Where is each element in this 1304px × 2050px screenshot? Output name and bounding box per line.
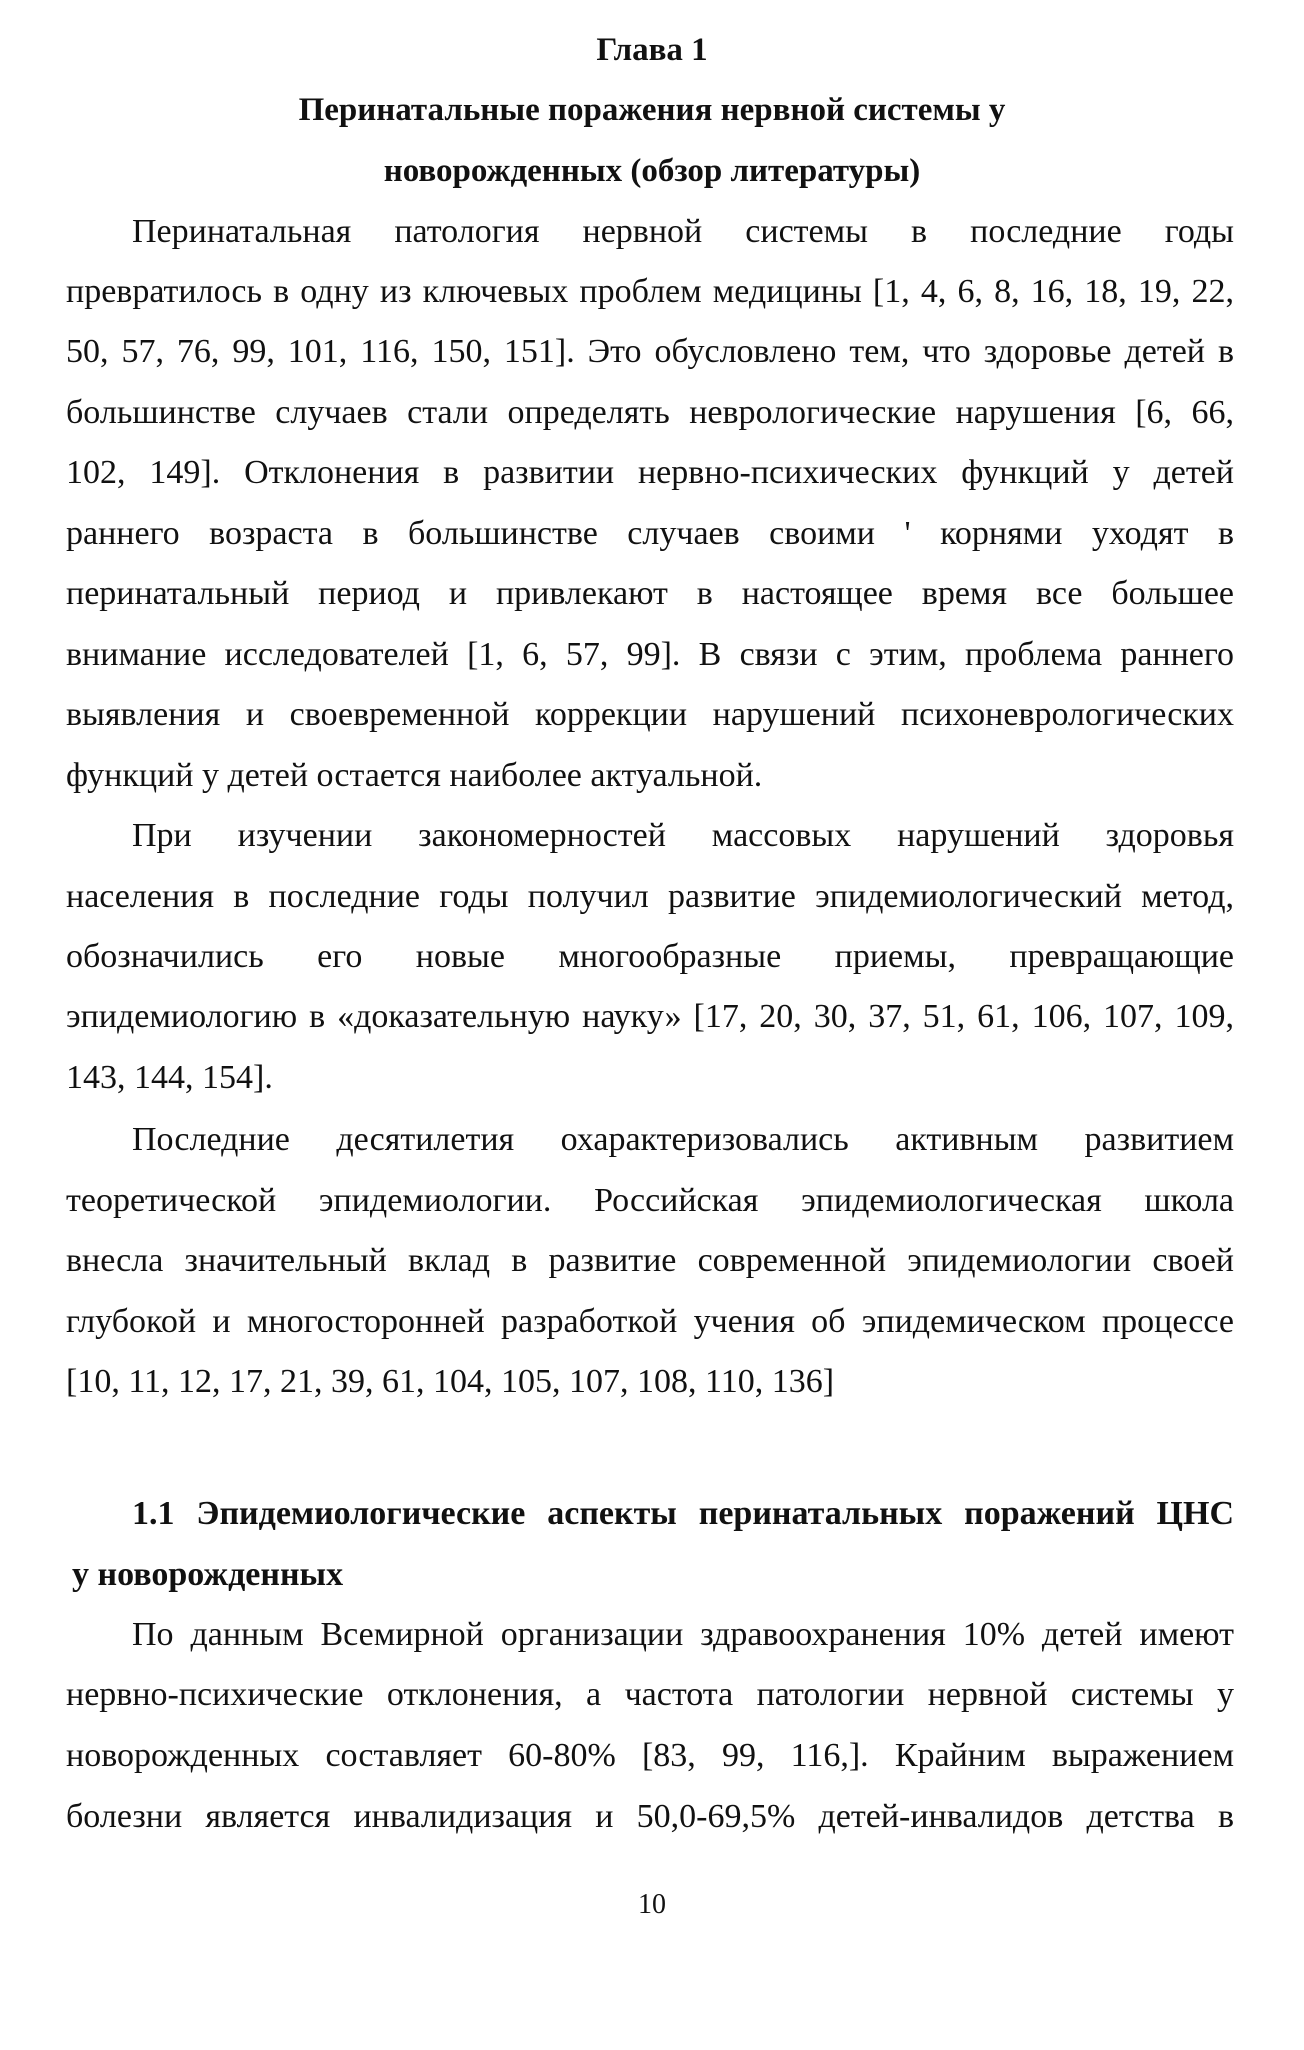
paragraph-3-line: Последние десятилетия охарактеризовались активным развитием <box>132 1121 1234 1158</box>
paragraph-1-line: выявления и своевременной коррекции нарушений психоневрологических <box>66 696 1234 733</box>
paragraph-2-line: населения в последние годы получил развитие эпидемиологический метод, <box>66 878 1234 915</box>
section-paragraph-line: болезни является инвалидизация и 50,0-69,5% детей-инвалидов детства в <box>66 1798 1234 1835</box>
chapter-label: Глава 1 <box>596 32 708 68</box>
paragraph-3-line: [10, 11, 12, 17, 21, 39, 61, 104, 105, 107, 108, 110, 136] <box>66 1363 835 1400</box>
paragraph-1-line: внимание исследователей [1, 6, 57, 99]. В связи с этим, проблема раннего <box>66 636 1234 673</box>
paragraph-1-line: функций у детей остается наиболее актуальной. <box>66 757 763 794</box>
chapter-title-line-2: новорожденных (обзор литературы) <box>383 153 921 189</box>
paragraph-1-line: 102, 149]. Отклонения в развитии нервно-психических функций у детей <box>66 454 1234 491</box>
paragraph-3-line: глубокой и многосторонней разработкой учения об эпидемическом процессе <box>66 1303 1234 1340</box>
chapter-title-line-1: Перинатальные поражения нервной системы у <box>298 92 1006 128</box>
paragraph-3-line: внесла значительный вклад в развитие современной эпидемиологии своей <box>66 1242 1234 1279</box>
section-paragraph-line: новорожденных составляет 60-80% [83, 99, 116,]. Крайним выражением <box>66 1737 1234 1774</box>
paragraph-1-line: 50, 57, 76, 99, 101, 116, 150, 151]. Это обусловлено тем, что здоровье детей в <box>66 333 1234 370</box>
section-paragraph-line: нервно-психические отклонения, а частота патологии нервной системы у <box>66 1676 1234 1713</box>
paragraph-2-line: При изучении закономерностей массовых нарушений здоровья <box>132 817 1234 854</box>
paragraph-2-line: обозначились его новые многообразные приемы, превращающие <box>66 938 1234 975</box>
paragraph-1-line: большинстве случаев стали определять неврологические нарушения [6, 66, <box>66 394 1234 431</box>
paragraph-1-line: превратилось в одну из ключевых проблем медицины [1, 4, 6, 8, 16, 18, 19, 22, <box>66 273 1234 310</box>
paragraph-1-line: перинатальный период и привлекают в настоящее время все большее <box>66 575 1234 612</box>
paragraph-3-line: теоретической эпидемиологии. Российская эпидемиологическая школа <box>66 1182 1234 1219</box>
paragraph-2-line: 143, 144, 154]. <box>66 1059 273 1096</box>
paragraph-1-line: Перинатальная патология нервной системы в последние годы <box>132 213 1234 250</box>
section-paragraph-line: По данным Всемирной организации здравоохранения 10% детей имеют <box>132 1616 1234 1653</box>
page-number: 10 <box>638 1889 666 1920</box>
paragraph-2-line: эпидемиологию в «доказательную науку» [17, 20, 30, 37, 51, 61, 106, 107, 109, <box>66 998 1234 1035</box>
paragraph-1-line: раннего возраста в большинстве случаев своими ' корнями уходят в <box>66 515 1234 552</box>
section-heading-line-2: у новорожденных <box>72 1556 344 1593</box>
section-heading-line-1: 1.1 Эпидемиологические аспекты перинатальных поражений ЦНС <box>132 1495 1234 1532</box>
